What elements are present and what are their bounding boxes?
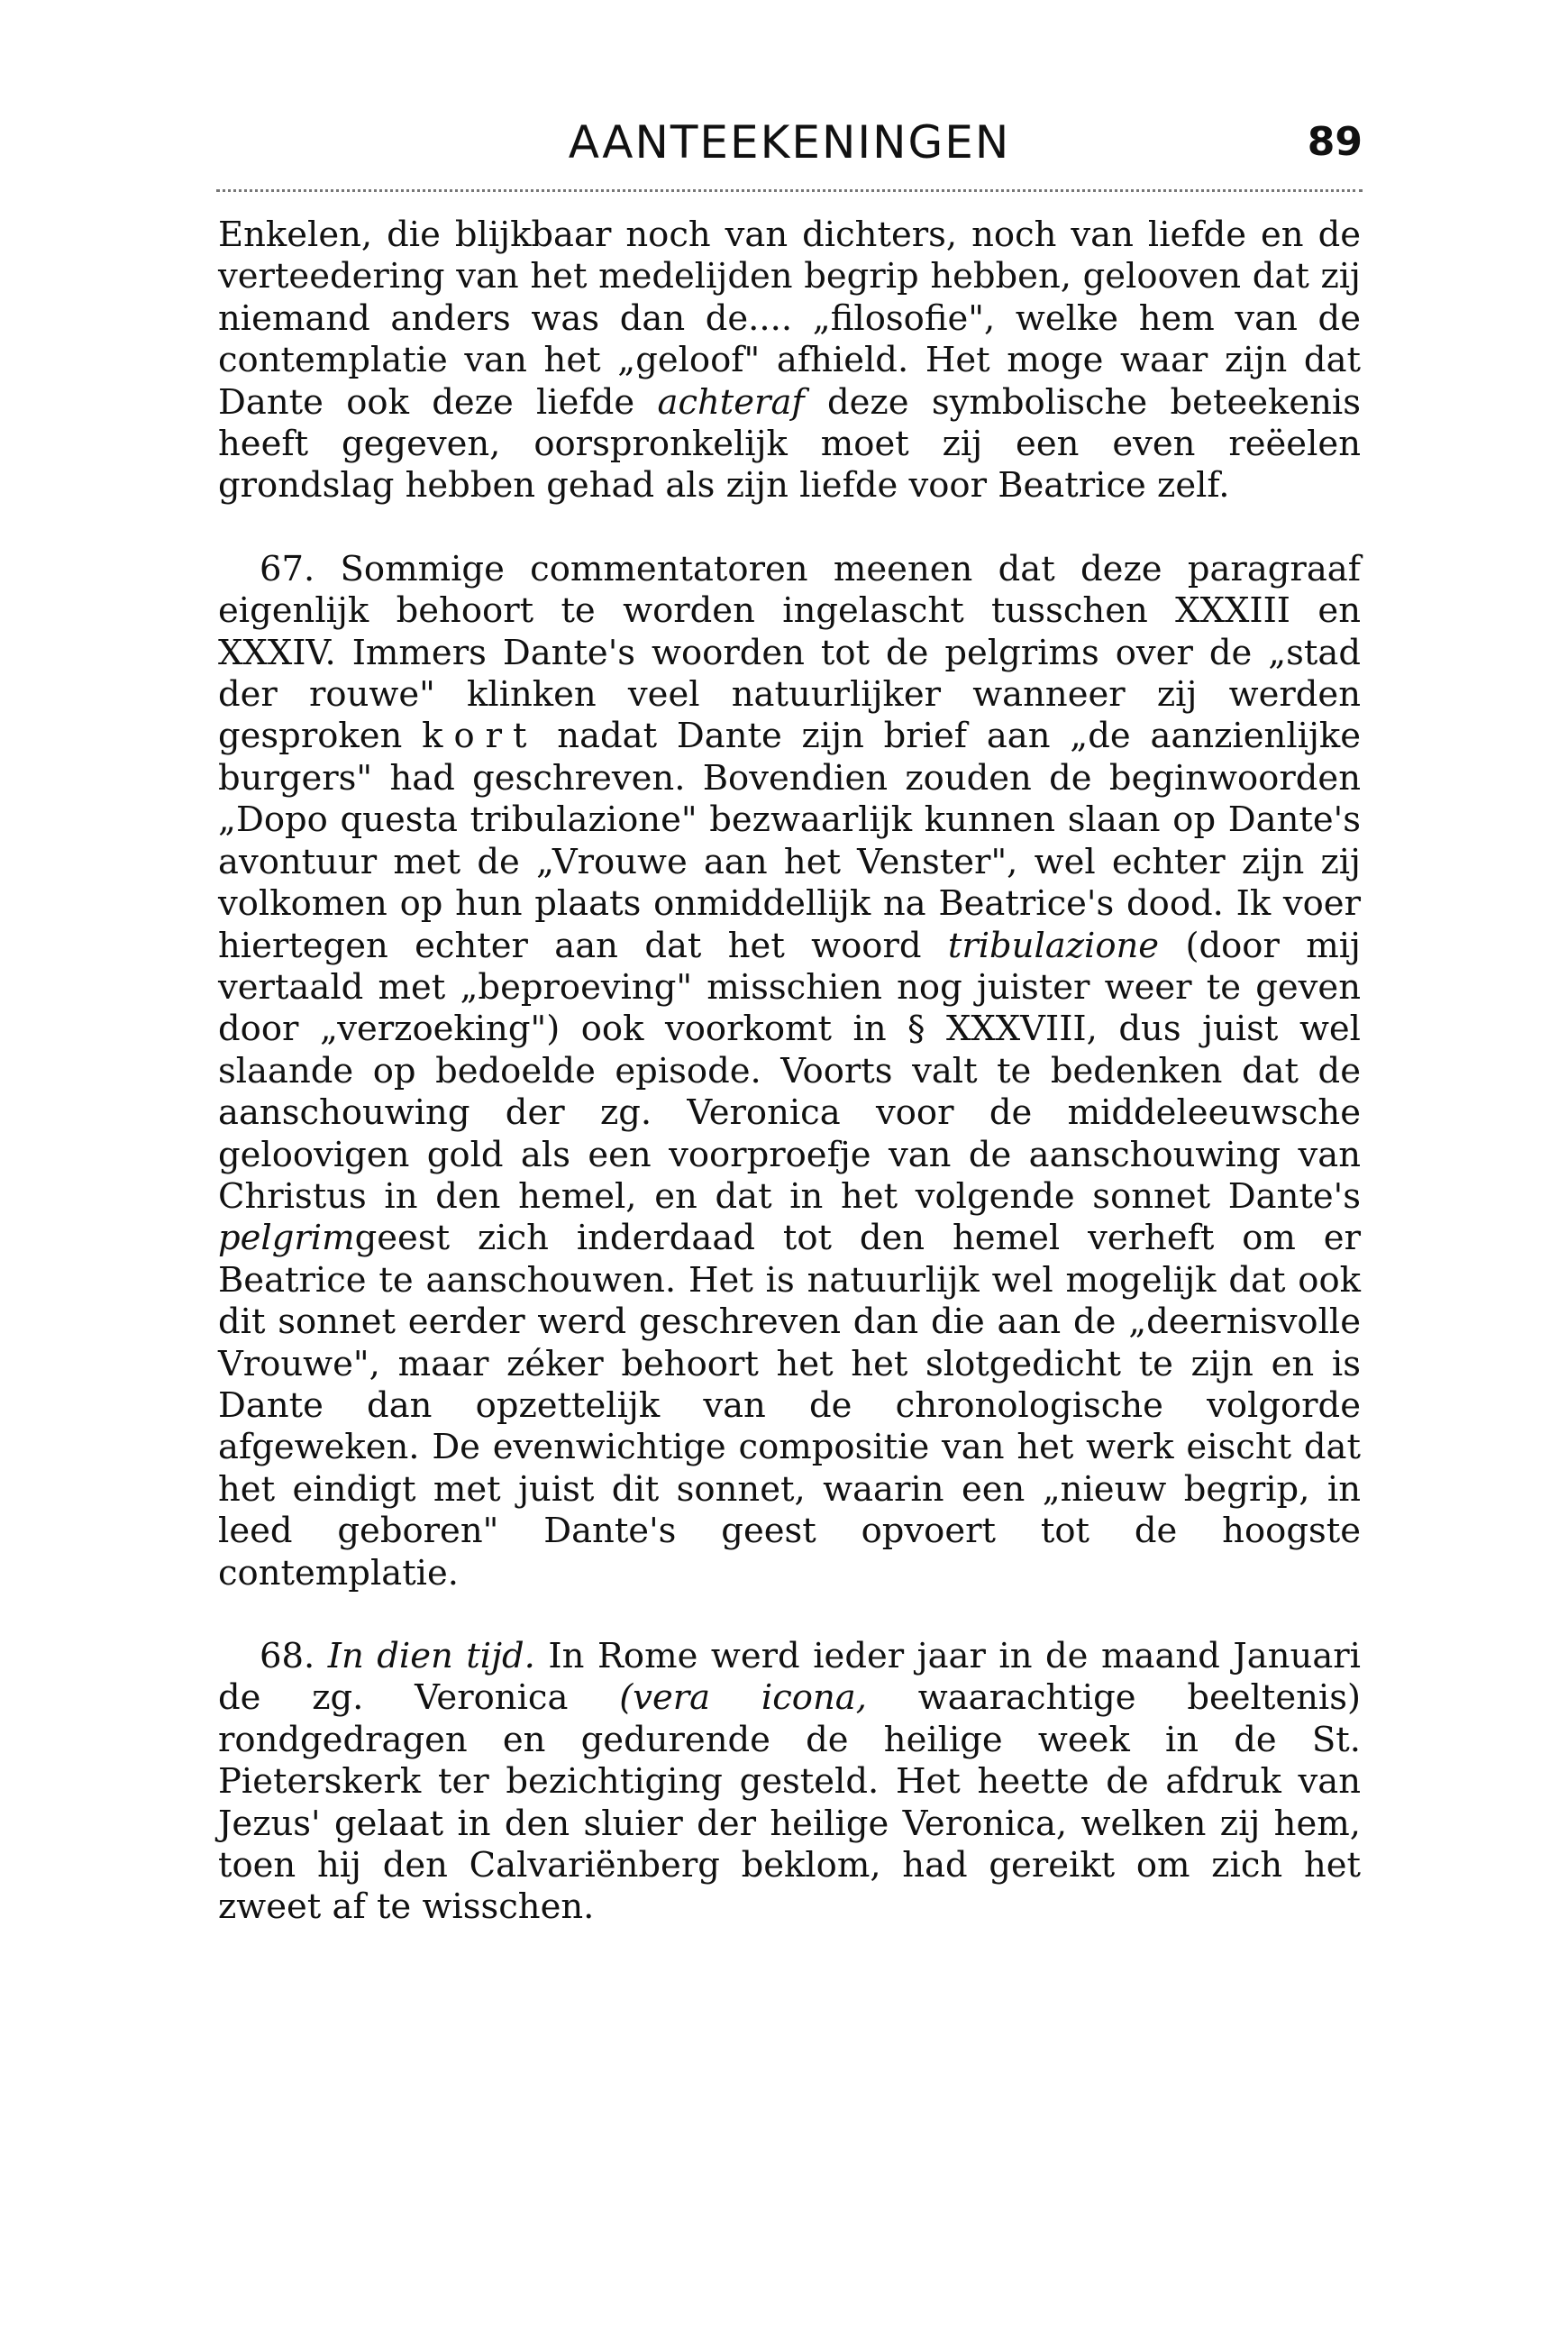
paragraph-text: In Rome werd ieder jaar in de maand Januari de zg. Veronica — [218, 1636, 1361, 1719]
italic-term: In dien tijd. — [327, 1636, 535, 1676]
note-68 — [218, 1636, 1361, 1929]
italic-term: achteraf — [657, 381, 805, 423]
paragraph-continued — [218, 215, 1361, 507]
paragraph-text: (door mij vertaald met „beproeving" misschien nog juister weer te geven door „verzoeking") ook voorkomt in § XXXVIII, dus juist wel slaande op bedoelde episode. Voorts valt te bedenken dat de aanschouwing der zg. Veronica voor de middeleeuwsche geloovigen gold als een voorproefje van de aanschouwing van Christus in den hemel, en dat in het volgende sonnet Dante's — [218, 925, 1361, 1217]
italic-term: (vera icona, — [619, 1677, 867, 1719]
paragraph-text: geest zich inderdaad tot den hemel verheft om er Beatrice te aanschouwen. Het is natuurlijk wel mogelijk dat ook dit sonnet eerder werd geschreven dan die aan de „deernisvolle Vrouwe", maar zéker behoort het het slotgedicht te zijn en is Dante dan opzettelijk van de chronologische volgorde afgeweken. De evenwichtige compositie van het werk eischt dat het eindigt met juist dit sonnet, waarin een „nieuw begrip, in leed geboren" Dante's geest opvoert tot de hoogste contemplatie. — [218, 1218, 1361, 1594]
paragraph-text: deze symbolische beteekenis heeft gegeven, oorspronkelijk moet zij een even reëelen grondslag hebben gehad als zijn liefde voor Beatrice zelf. — [218, 381, 1361, 507]
spaced-emphasis: kort — [422, 716, 538, 757]
body-text — [218, 215, 1361, 1929]
running-title: AANTEEKENINGEN — [568, 116, 1011, 169]
page-header — [216, 106, 1363, 178]
page-number: 89 — [1307, 119, 1363, 165]
paragraph-text: 68. — [260, 1636, 328, 1676]
header-rule — [216, 189, 1363, 192]
italic-term: tribulazione — [947, 925, 1160, 966]
paragraph-text: nadat Dante zijn brief aan „de aanzienlijke burgers" had geschreven. Bovendien zouden de beginwoorden „Dopo questa tribulazione" bezwaarlijk kunnen slaan op Dante's avontuur met de „Vrouwe aan het Venster", wel echter zijn zij volkomen op hun plaats onmiddellijk na Beatrice's dood. Ik voer hiertegen echter aan dat het woord — [218, 716, 1362, 966]
note-67 — [218, 549, 1361, 1594]
italic-term: pelgrim — [218, 1218, 355, 1259]
paragraph-text: 67. Sommige commentatoren meenen dat deze paragraaf eigenlijk behoort te worden ingelascht tusschen XXXIII en XXXIV. Immers Dante's woorden tot de pelgrims over de „stad der rouwe" klinken veel natuurlijker wanneer zij werden gesproken — [218, 548, 1361, 757]
paragraph-text: Enkelen, die blijkbaar noch van dichters, noch van liefde en de verteedering van het medelijden begrip hebben, gelooven dat zij niemand anders was dan de.... „filosofie", welke hem van de contemplatie van het „geloof" afhield. Het moge waar zijn dat Dante ook deze liefde — [218, 215, 1361, 423]
paragraph-text: waarachtige beeltenis) rondgedragen en gedurende de heilige week in de St. Pieterskerk ter bezichtiging gesteld. Het heette de afdruk van Jezus' gelaat in den sluier der heilige Veronica, welken zij hem, toen hij den Calvariënberg beklom, had gereikt om zich het zweet af te wisschen. — [218, 1677, 1361, 1928]
